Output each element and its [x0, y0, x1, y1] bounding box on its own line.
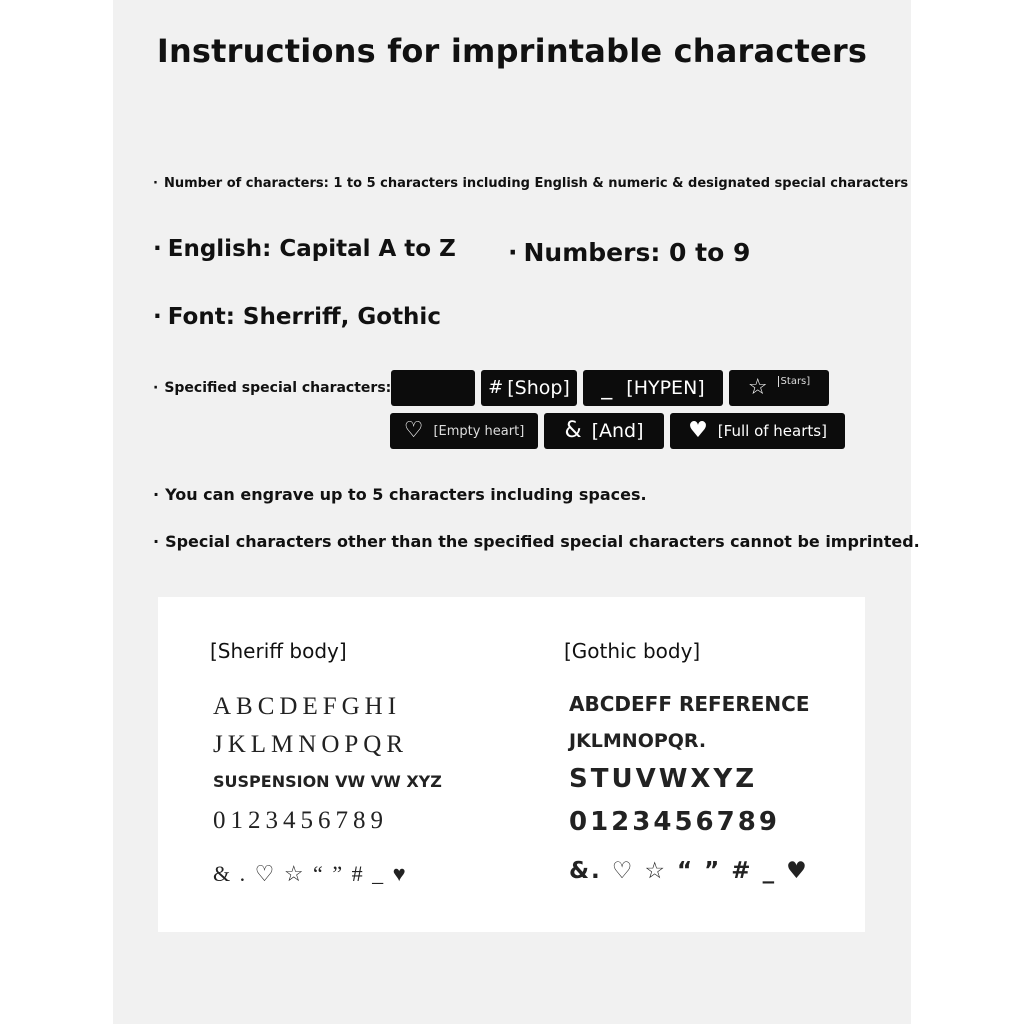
chip-stars: ☆ Stars]	[729, 370, 829, 406]
chip-full-heart: ♥ [Full of hearts]	[670, 413, 845, 449]
page-title: Instructions for imprintable characters	[156, 32, 868, 70]
sheriff-row-5: & . ♡ ☆ “ ” # _ ♥	[213, 861, 408, 886]
sheriff-row-2: JKLMNOPQR	[213, 731, 409, 758]
note-character-count: · Number of characters: 1 to 5 characters including English & numeric & designated special characters	[153, 176, 909, 191]
chip-shop: # [Shop]	[481, 370, 577, 406]
gothic-row-3: STUVWXYZ	[569, 764, 758, 794]
note-english: · English: Capital A to Z	[153, 236, 456, 262]
gothic-row-5: &. ♡ ☆ “ ” # _ ♥	[569, 858, 809, 884]
note-engrave-limit: · You can engrave up to 5 characters including spaces.	[153, 485, 647, 504]
gothic-row-1: ABCDEFF REFERENCE	[569, 692, 810, 716]
note-special-label: · Specified special characters:	[153, 380, 392, 396]
gothic-row-4: 0123456789	[569, 807, 780, 837]
font-samples-card	[158, 597, 865, 932]
chip-and: & [And]	[544, 413, 664, 449]
underscore-icon: _	[601, 375, 613, 400]
chip-empty-heart: ♡ [Empty heart]	[390, 413, 538, 449]
note-font: · Font: Sherriff, Gothic	[153, 304, 441, 330]
heart-outline-icon: ♡	[403, 418, 424, 443]
gothic-heading: [Gothic body]	[564, 639, 701, 663]
star-outline-icon: ☆	[747, 375, 768, 400]
chip-hyphen: _ [HYPEN]	[583, 370, 723, 406]
gothic-row-2: JKLMNOPQR.	[569, 730, 707, 752]
sheriff-row-1: ABCDEFGHI	[213, 693, 402, 720]
hash-icon: #	[488, 377, 504, 398]
sheriff-row-3: SUSPENSION VW VW XYZ	[213, 772, 442, 791]
note-numbers: · Numbers: 0 to 9	[508, 238, 751, 267]
sheriff-row-4: 0123456789	[213, 807, 388, 834]
ampersand-icon: &	[564, 418, 582, 443]
chip-blank	[391, 370, 475, 406]
instruction-sheet	[113, 0, 920, 1024]
note-other-special: · Special characters other than the specified special characters cannot be imprinted.	[153, 532, 920, 551]
heart-filled-icon: ♥	[688, 418, 708, 443]
sheriff-heading: [Sheriff body]	[210, 639, 347, 663]
